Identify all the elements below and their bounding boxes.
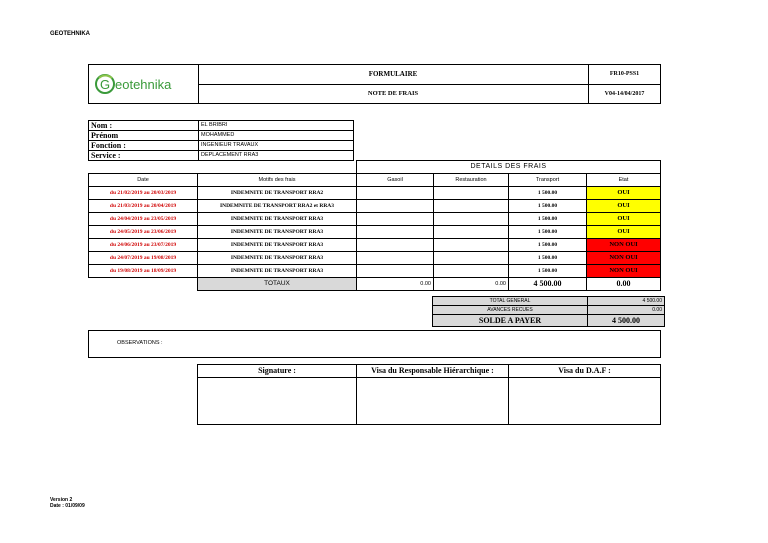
table-row <box>89 200 661 213</box>
identity-row <box>89 131 354 141</box>
row-date: du 24/06/2019 au 23/07/2019 <box>89 239 198 252</box>
row-date: du 19/08/2019 au 18/09/2019 <box>89 265 198 278</box>
identity-row <box>89 151 354 161</box>
avances-value: 0.00 <box>588 306 665 315</box>
table-row <box>89 187 661 200</box>
row-motif: INDEMNITE DE TRANSPORT RRA3 <box>198 239 357 252</box>
row-restauration <box>434 239 509 252</box>
totals-row <box>89 278 661 291</box>
company-logo <box>89 65 199 103</box>
row-motif: INDEMNITE DE TRANSPORT RRA3 <box>198 213 357 226</box>
table-header-row <box>89 174 661 187</box>
row-status-badge: NON OUI <box>587 265 661 278</box>
row-motif: INDEMNITE DE TRANSPORT RRA2 et RRA3 <box>198 200 357 213</box>
footer <box>50 497 85 509</box>
form-title: NOTE DE FRAIS <box>198 85 589 103</box>
table-row <box>89 213 661 226</box>
row-gasoil <box>357 239 434 252</box>
logo-text: eotehnika <box>115 77 172 92</box>
observations-box[interactable] <box>88 330 661 358</box>
visa-hierarchy-box[interactable] <box>357 378 509 425</box>
row-restauration <box>434 226 509 239</box>
row-transport: 1 500.00 <box>509 265 587 278</box>
row-gasoil <box>357 226 434 239</box>
row-motif: INDEMNITE DE TRANSPORT RRA2 <box>198 187 357 200</box>
table-row <box>89 252 661 265</box>
visa-daf-box[interactable] <box>509 378 661 425</box>
totals-label: TOTAUX <box>198 278 357 291</box>
footer-version: Version 2 <box>50 497 73 503</box>
row-date: du 24/05/2019 au 23/06/2019 <box>89 226 198 239</box>
row-status-badge: NON OUI <box>587 252 661 265</box>
total-etat: 0.00 <box>587 278 661 291</box>
row-date: du 21/03/2019 au 20/04/2019 <box>89 200 198 213</box>
col-header: Restauration <box>434 174 509 187</box>
total-transport: 4 500.00 <box>509 278 587 291</box>
identity-row <box>89 121 354 131</box>
row-motif: INDEMNITE DE TRANSPORT RRA3 <box>198 226 357 239</box>
identity-row <box>89 141 354 151</box>
total-gasoil: 0.00 <box>357 278 434 291</box>
col-header: Transport <box>509 174 587 187</box>
observations-label: OBSERVATIONS : <box>117 340 163 346</box>
col-header: Etat <box>587 174 661 187</box>
total-general-value: 4 500.00 <box>588 297 665 306</box>
identity-label: Nom : <box>89 121 199 131</box>
identity-value: INGENIEUR TRAVAUX <box>199 141 354 151</box>
col-header: Gasoil <box>357 174 434 187</box>
row-transport: 1 500.00 <box>509 200 587 213</box>
row-transport: 1 500.00 <box>509 226 587 239</box>
signature-box[interactable] <box>198 378 357 425</box>
form-type: FORMULAIRE <box>198 65 589 85</box>
avances-label: AVANCES RECUES <box>433 306 588 315</box>
identity-table <box>88 120 354 161</box>
row-gasoil <box>357 265 434 278</box>
row-restauration <box>434 265 509 278</box>
logo-letter: G <box>100 77 111 92</box>
table-row <box>89 239 661 252</box>
visa-hierarchy-header: Visa du Responsable Hiérarchique : <box>357 365 509 378</box>
row-gasoil <box>357 187 434 200</box>
identity-label: Fonction : <box>89 141 199 151</box>
signature-header: Signature : <box>198 365 357 378</box>
row-status-badge: OUI <box>587 187 661 200</box>
form-code: FR10-PSS1 <box>589 65 660 85</box>
signatures-table <box>197 364 661 425</box>
identity-value: EL BRIBRI <box>199 121 354 131</box>
row-status-badge: OUI <box>587 213 661 226</box>
form-version: V04-14/04/2017 <box>604 91 645 97</box>
row-gasoil <box>357 200 434 213</box>
identity-label: Service : <box>89 151 199 161</box>
row-restauration <box>434 213 509 226</box>
form-header <box>88 64 661 104</box>
table-row <box>89 226 661 239</box>
total-restauration: 0.00 <box>434 278 509 291</box>
row-transport: 1 500.00 <box>509 187 587 200</box>
row-transport: 1 500.00 <box>509 239 587 252</box>
row-status-badge: OUI <box>587 226 661 239</box>
row-restauration <box>434 187 509 200</box>
row-date: du 24/04/2019 au 23/05/2019 <box>89 213 198 226</box>
row-date: du 21/02/2019 au 20/03/2019 <box>89 187 198 200</box>
identity-value: DEPLACEMENT RRA3 <box>199 151 354 161</box>
col-header: Motifs des frais <box>198 174 357 187</box>
row-gasoil <box>357 252 434 265</box>
solde-label: SOLDE A PAYER <box>433 315 588 327</box>
col-header: Date <box>89 174 198 187</box>
row-restauration <box>434 200 509 213</box>
row-restauration <box>434 252 509 265</box>
visa-daf-header: Visa du D.A.F : <box>509 365 661 378</box>
summary-table <box>432 296 665 327</box>
row-status-badge: OUI <box>587 200 661 213</box>
table-row <box>89 265 661 278</box>
identity-label: Prénom <box>89 131 199 141</box>
row-transport: 1 500.00 <box>509 213 587 226</box>
row-gasoil <box>357 213 434 226</box>
row-status-badge: NON OUI <box>587 239 661 252</box>
logo-graphic <box>89 65 198 103</box>
total-general-label: TOTAL GENERAL <box>433 297 588 306</box>
row-motif: INDEMNITE DE TRANSPORT RRA3 <box>198 252 357 265</box>
footer-date: Date : 01/09/09 <box>50 503 85 509</box>
details-title: DETAILS DES FRAIS <box>357 161 661 174</box>
company-name: GEOTEHNIKA <box>50 31 91 37</box>
row-date: du 24/07/2019 au 19/08/2019 <box>89 252 198 265</box>
solde-value: 4 500.00 <box>588 315 665 327</box>
identity-value: MOHAMMED <box>199 131 354 141</box>
row-transport: 1 500.00 <box>509 252 587 265</box>
row-motif: INDEMNITE DE TRANSPORT RRA3 <box>198 265 357 278</box>
expenses-table <box>88 160 661 291</box>
